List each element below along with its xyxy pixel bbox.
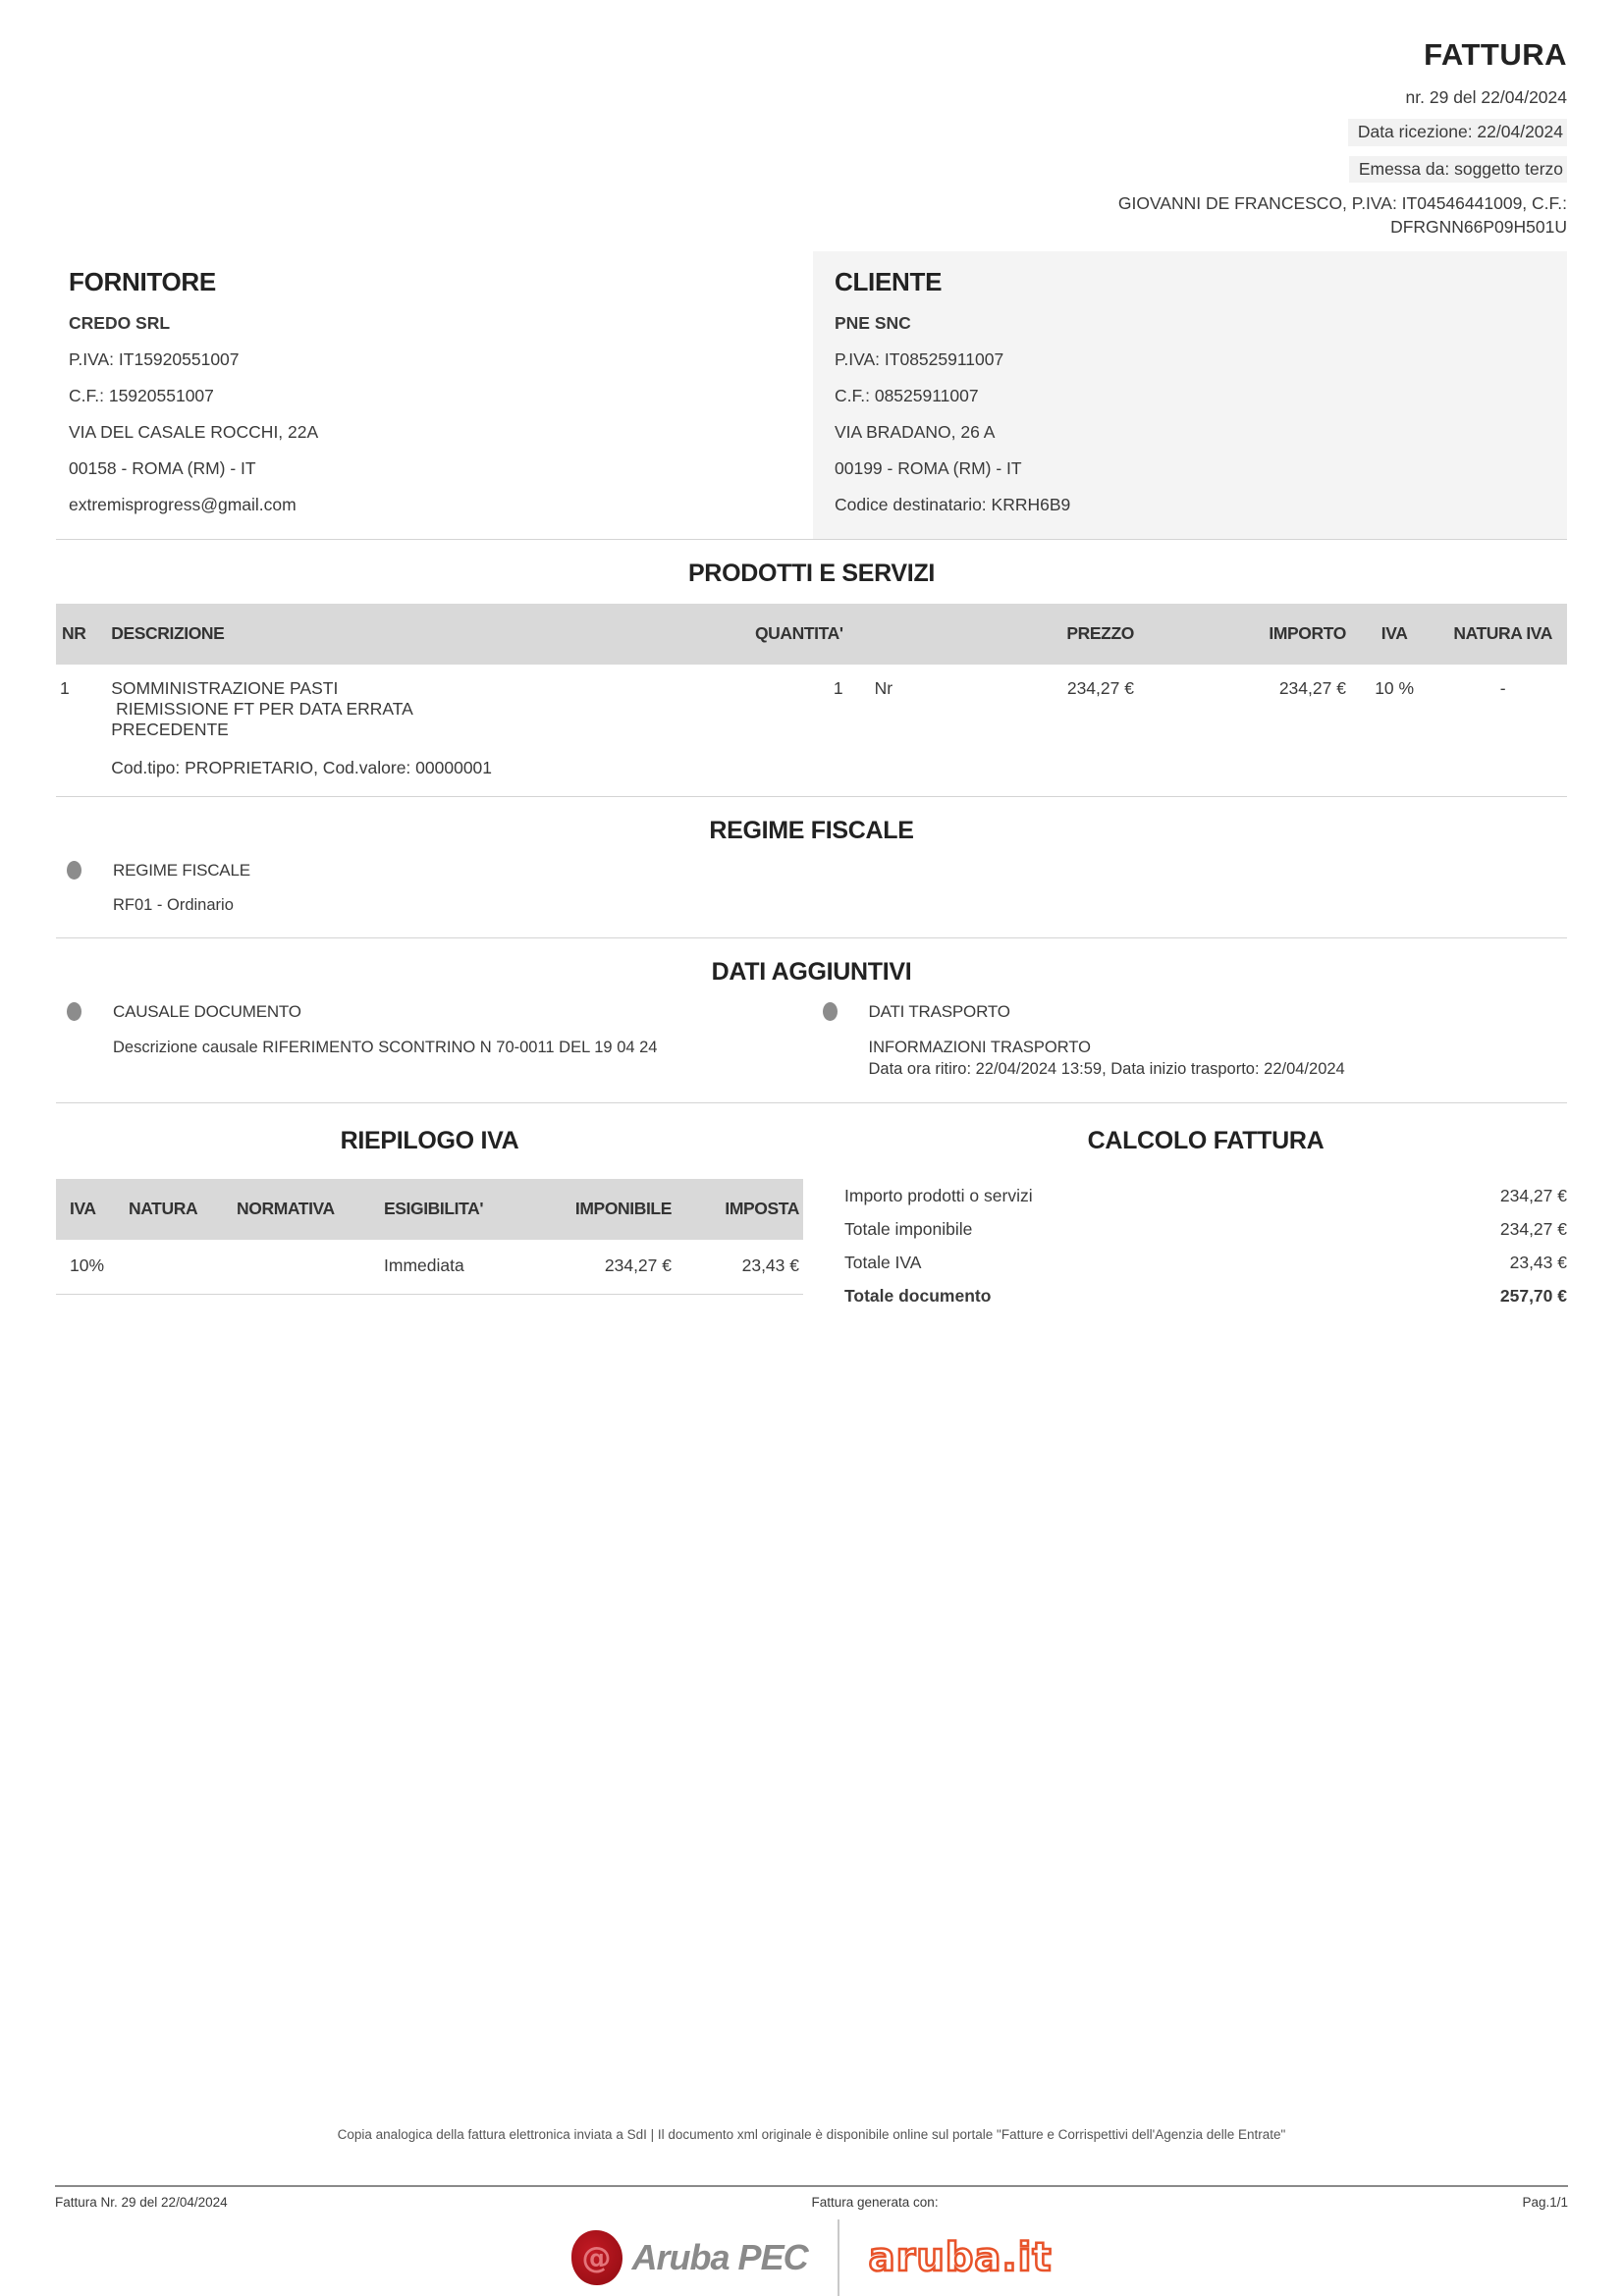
customer-panel [813, 251, 1567, 539]
vat-summary-title: RIEPILOGO IVA [340, 1126, 519, 1154]
vat-summary-row [56, 1240, 803, 1295]
disclaimer-text: Copia analogica della fattura elettronica inviata a SdI | Il documento xml originale è disponibile online sul portale "Fatture e Corrispettivi dell'Agenzia delle Entrate" [337, 2127, 1286, 2142]
col-imposta: IMPOSTA [676, 1179, 803, 1240]
customer-name: PNE SNC [835, 312, 911, 333]
aruba-pec-logo-text: Aruba PEC [631, 2237, 808, 2277]
fiscal-regime-label: REGIME FISCALE [113, 860, 250, 880]
customer-vat: P.IVA: IT08525911007 [835, 348, 1004, 369]
document-header [56, 37, 1567, 240]
transport-label: DATI TRASPORTO [868, 1001, 1010, 1021]
fiscal-regime-block [56, 861, 1567, 937]
issued-by-line: Emessa da: soggetto terzo [1349, 156, 1567, 184]
col-amount: IMPORTO [1138, 604, 1350, 665]
parties-section [56, 251, 1567, 539]
supplier-address: VIA DEL CASALE ROCCHI, 22A [69, 421, 319, 442]
supplier-panel [56, 251, 813, 539]
total-label: Totale documento [844, 1285, 992, 1306]
col-esigibilita: ESIGIBILITA' [380, 1179, 528, 1240]
vat-normativa [233, 1240, 380, 1295]
product-price: 234,27 € [1066, 677, 1134, 698]
fiscal-regime-section-title: REGIME FISCALE [709, 816, 914, 844]
product-amount: 234,27 € [1278, 677, 1346, 698]
col-quantity: QUANTITA' [645, 604, 847, 665]
invoice-calc-block [844, 1105, 1567, 1312]
additional-data-section-title: DATI AGGIUNTIVI [711, 957, 912, 986]
customer-address: VIA BRADANO, 26 A [835, 421, 996, 442]
customer-recipient-code: Codice destinatario: KRRH6B9 [835, 494, 1071, 514]
col-natura: NATURA [125, 1179, 233, 1240]
col-imponibile: IMPONIBILE [528, 1179, 676, 1240]
vat-natura [125, 1240, 233, 1295]
blank-space [56, 1312, 1567, 2128]
vat-esigibilita: Immediata [384, 1255, 464, 1275]
supplier-city: 00158 - ROMA (RM) - IT [69, 457, 256, 478]
vat-summary-block [56, 1105, 803, 1312]
col-nr: NR [56, 604, 107, 665]
calc-row: Totale imponibile 234,27 € [844, 1218, 1567, 1239]
customer-fiscal-code: C.F.: 08525911007 [835, 385, 979, 405]
supplier-email: extremisprogress@gmail.com [69, 494, 297, 514]
vat-summary-header [56, 1179, 803, 1240]
divider [56, 1102, 1567, 1103]
supplier-title: FORNITORE [69, 266, 216, 296]
col-unit [847, 604, 941, 665]
supplier-vat: P.IVA: IT15920551007 [69, 348, 240, 369]
vat-rate: 10% [70, 1255, 105, 1275]
col-vat: IVA [1350, 604, 1438, 665]
reception-date-line: Data ricezione: 22/04/2024 [1348, 119, 1567, 146]
col-iva: IVA [56, 1179, 125, 1240]
invoice-number-line: nr. 29 del 22/04/2024 [1405, 87, 1567, 107]
product-description: SOMMINISTRAZIONE PASTI RIEMISSIONE FT PER DATA ERRATA PRECEDENTE [111, 677, 413, 740]
customer-title: CLIENTE [835, 266, 943, 296]
transport-column [812, 1002, 1568, 1081]
calc-total-row [844, 1279, 1567, 1312]
causale-text: Descrizione causale RIFERIMENTO SCONTRINO N 70-0011 DEL 19 04 24 [113, 1038, 658, 1056]
product-row [56, 665, 1567, 796]
col-description: DESCRIZIONE [107, 604, 644, 665]
vat-imponibile: 234,27 € [604, 1255, 672, 1275]
aruba-pec-logo [571, 2230, 808, 2285]
causale-column [56, 1002, 812, 1081]
product-vat-rate: 10 % [1375, 677, 1415, 698]
footer-bar [55, 2185, 1568, 2210]
col-price: PREZZO [941, 604, 1138, 665]
logo-divider [838, 2219, 839, 2296]
product-unit: Nr [874, 677, 893, 698]
transport-text: Data ora ritiro: 22/04/2024 13:59, Data inizio trasporto: 22/04/2024 [868, 1060, 1345, 1079]
bullet-icon [67, 861, 81, 880]
document-title: FATTURA [1424, 37, 1567, 72]
product-nr: 1 [60, 677, 70, 698]
aruba-pec-seal-icon: @ [571, 2230, 622, 2285]
calc-row: Totale IVA 23,43 € [844, 1252, 1567, 1272]
product-quantity: 1 [833, 677, 843, 698]
products-table-header [56, 604, 1567, 665]
bullet-icon [823, 1002, 838, 1021]
vat-summary-table [56, 1179, 803, 1295]
col-normativa: NORMATIVA [233, 1179, 380, 1240]
footer-invoice-ref: Fattura Nr. 29 del 22/04/2024 [55, 2195, 228, 2210]
divider [56, 937, 1567, 938]
fiscal-regime-value: RF01 - Ordinario [113, 895, 234, 914]
additional-data-block [56, 1002, 1567, 1102]
calc-row: Importo prodotti o servizi 234,27 € [844, 1185, 1567, 1205]
customer-city: 00199 - ROMA (RM) - IT [835, 457, 1022, 478]
footer-page-number: Pag.1/1 [1522, 2195, 1568, 2210]
footer-generated-with: Fattura generata con: [811, 2195, 939, 2210]
transport-title: INFORMAZIONI TRASPORTO [868, 1038, 1091, 1056]
total-value: 257,70 € [1499, 1285, 1567, 1306]
products-table [56, 604, 1567, 796]
vat-imposta: 23,43 € [741, 1255, 799, 1275]
product-code-line: Cod.tipo: PROPRIETARIO, Cod.valore: 00000001 [111, 757, 493, 777]
products-section-title: PRODOTTI E SERVIZI [687, 559, 936, 587]
totals-section [56, 1105, 1567, 1312]
aruba-it-logo: aruba.it [868, 2235, 1053, 2280]
bullet-icon [67, 1002, 81, 1021]
invoice-calc-title: CALCOLO FATTURA [1087, 1126, 1325, 1154]
col-vat-nature: NATURA IVA [1438, 604, 1567, 665]
causale-label: CAUSALE DOCUMENTO [113, 1001, 301, 1021]
product-vat-nature: - [1499, 677, 1506, 698]
divider [56, 539, 1567, 540]
third-party-line: GIOVANNI DE FRANCESCO, P.IVA: IT04546441009, C.F.: DFRGNN66P09H501U [1117, 193, 1567, 237]
supplier-fiscal-code: C.F.: 15920551007 [69, 385, 214, 405]
divider [56, 796, 1567, 797]
footer-logos [56, 2219, 1567, 2296]
supplier-name: CREDO SRL [69, 312, 171, 333]
